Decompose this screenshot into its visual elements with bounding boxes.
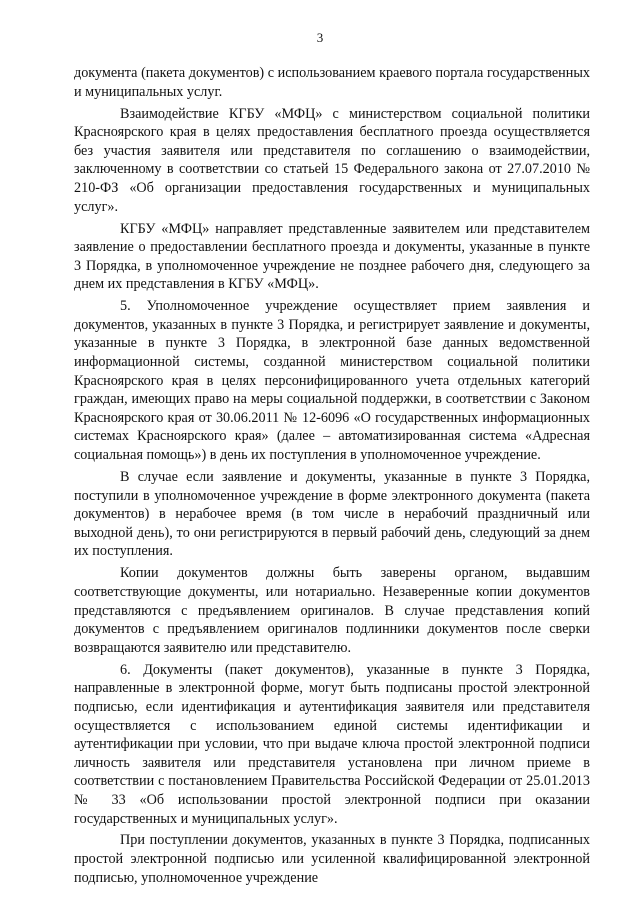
paragraph-item-5: 5. Уполномоченное учреждение осуществляет прием заявления и документов, указанных в пункте 3 Порядка, и регистрирует заявление и документы, указанные в пункте 3 Порядка, в электронной базе данных ведомственной информационной системы, созданной министерством социальной политики Красноярского края в целях персонифицированного учета отдельных категорий граждан, имеющих право на меры социальной поддержки, в соответствии с Законом Красноярского края от 30.06.2011 № 12-6096 «О государственных информационных системах Красноярского края» (далее – автоматизированная система «Адресная социальная помощь») в день их поступления в уполномоченное учреждение. [74,298,590,464]
page-number: 3 [316,30,324,45]
paragraph-signed-documents: При поступлении документов, указанных в пункте 3 Порядка, подписанных простой электронной подписью или усиленной квалифицированной электронной подписью, уполномоченное учреждение [74,832,590,886]
paragraph-electronic-nonworking-time: В случае если заявление и документы, указанные в пункте 3 Порядка, поступили в уполномоченное учреждение в форме электронного документа (пакета документов) в нерабочее время (в том числе в нерабочий праздничный или выходной день), то они регистрируются в первый рабочий день, следующий за днем их поступления. [74,469,590,560]
paragraph-item-6: 6. Документы (пакет документов), указанные в пункте 3 Порядка, направленные в электронной форме, могут быть подписаны простой электронной подписью, если идентификация и аутентификация заявителя или представителя осуществляется с использованием единой системы идентификации и аутентификации при условии, что при выдаче ключа простой электронной подписи личность заявителя или представителя установлена при личном приеме в соответствии с постановлением Правительства Российской Федерации от 25.01.2013 № 33 «Об использовании простой электронной подписи при оказании государственных и муниципальных услуг». [74,661,590,827]
paragraph-continuation: документа (пакета документов) с использованием краевого портала государственных и муниципальных услуг. [74,65,590,100]
paragraph-copies-certification: Копии документов должны быть заверены органом, выдавшим соответствующие документы, или нотариально. Незаверенные копии документов представляются с предъявлением оригиналов. В случае представления копий документов с предъявлением оригиналов подлинники документов после сверки возвращаются заявителю или представителю. [74,565,590,656]
paragraph-interaction-agreement: Взаимодействие КГБУ «МФЦ» с министерством социальной политики Красноярского края в целях предоставления бесплатного проезда осуществляется без участия заявителя или представителя по соглашению о взаимодействии, заключенному в соответствии со статьей 15 Федерального закона от 27.07.2010 № 210-ФЗ «Об организации предоставления государственных и муниципальных услуг». [74,105,590,215]
paragraph-mfc-forwarding: КГБУ «МФЦ» направляет представленные заявителем или представителем заявление о предоставлении бесплатного проезда и документы, указанные в пункте 3 Порядка, в уполномоченное учреждение не позднее рабочего дня, следующего за днем их представления в КГБУ «МФЦ». [74,220,590,293]
document-body [74,64,590,891]
